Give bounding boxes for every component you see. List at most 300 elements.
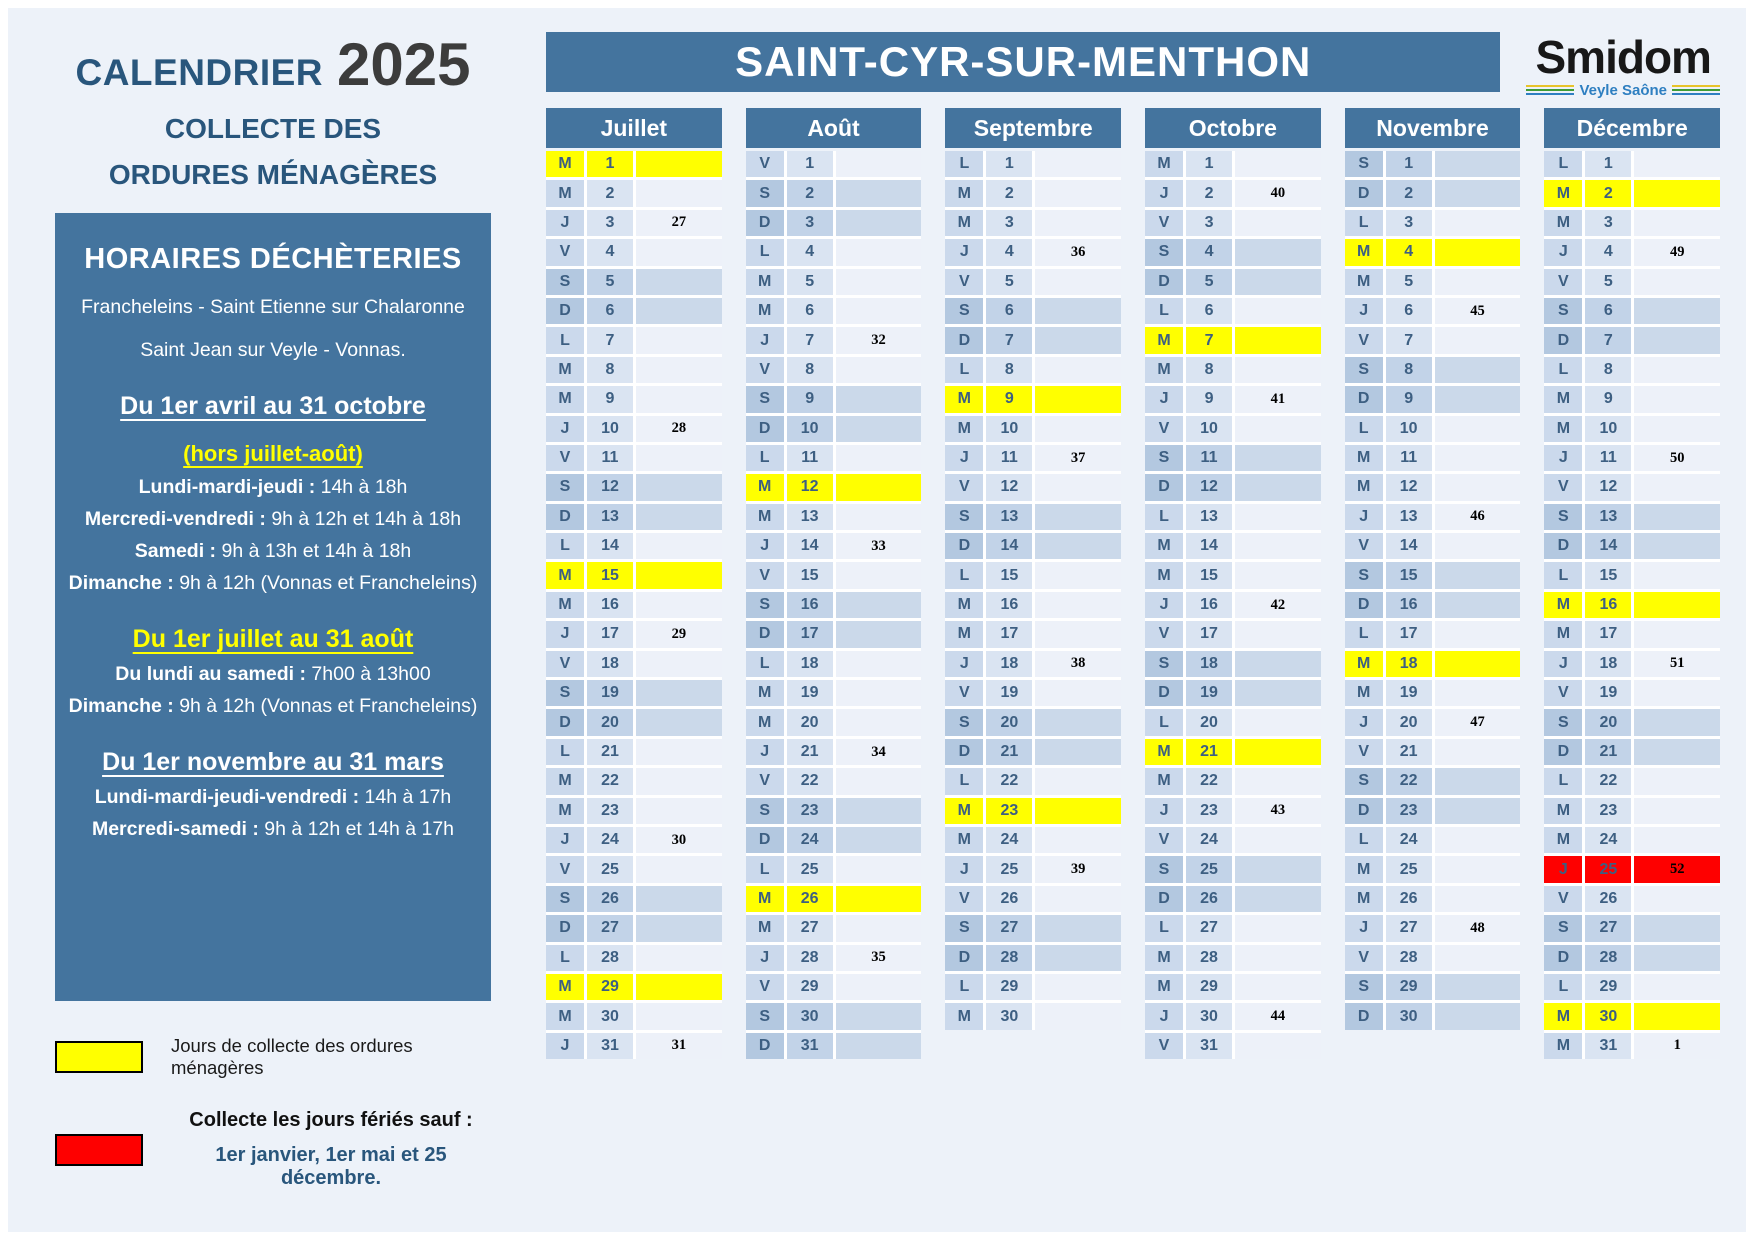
week-cell (1634, 180, 1720, 206)
day-letter: V (546, 239, 584, 265)
day-letter: M (945, 210, 983, 236)
day-number: 16 (787, 592, 833, 618)
day-number: 17 (1585, 621, 1631, 647)
day-number: 18 (1186, 651, 1232, 677)
month-title: Octobre (1145, 108, 1321, 148)
day-number: 29 (787, 974, 833, 1000)
day-letter: V (1345, 739, 1383, 765)
day-number: 19 (1585, 680, 1631, 706)
week-number: 35 (836, 945, 922, 971)
week-cell (836, 1003, 922, 1029)
legend-red-text (171, 1109, 491, 1190)
week-cell (1634, 827, 1720, 853)
day-letter: D (1145, 269, 1183, 295)
day-letter: M (746, 886, 784, 912)
day-letter: S (945, 504, 983, 530)
horaires-line-value: 9h à 12h et 14h à 18h (271, 508, 462, 530)
month-title: Juillet (546, 108, 722, 148)
week-cell (1435, 357, 1521, 383)
day-letter: M (1145, 533, 1183, 559)
day-number: 7 (587, 327, 633, 353)
week-cell (636, 239, 722, 265)
day-letter: V (1345, 327, 1383, 353)
week-cell (836, 592, 922, 618)
day-letter: V (1544, 269, 1582, 295)
week-cell (836, 651, 922, 677)
week-cell (1235, 621, 1321, 647)
smidom-tagline-text: Veyle Saône (1579, 82, 1667, 99)
week-number: 29 (636, 621, 722, 647)
week-cell (1235, 856, 1321, 882)
week-cell (1035, 621, 1121, 647)
day-number: 4 (787, 239, 833, 265)
week-cell (1235, 1033, 1321, 1059)
day-letter: M (945, 386, 983, 412)
week-cell (1035, 592, 1121, 618)
week-cell (1435, 592, 1521, 618)
week-cell (636, 298, 722, 324)
day-letter: L (1145, 504, 1183, 530)
month-title: Août (746, 108, 922, 148)
day-letter: S (1345, 151, 1383, 177)
week-cell (1634, 327, 1720, 353)
day-letter: J (1145, 180, 1183, 206)
week-cell (1035, 474, 1121, 500)
day-number: 30 (587, 1003, 633, 1029)
day-letter: D (1345, 798, 1383, 824)
week-cell (1235, 474, 1321, 500)
horaires-section (65, 748, 481, 841)
day-letter: M (1345, 886, 1383, 912)
day-letter: L (1544, 768, 1582, 794)
week-cell (836, 386, 922, 412)
day-letter: J (746, 739, 784, 765)
week-cell (1235, 269, 1321, 295)
day-letter: S (1544, 504, 1582, 530)
day-letter: L (1145, 298, 1183, 324)
months-container (546, 108, 1720, 1232)
day-letter: M (746, 298, 784, 324)
day-letter: S (1145, 239, 1183, 265)
day-number: 9 (1585, 386, 1631, 412)
day-number: 31 (587, 1033, 633, 1059)
day-number: 5 (1585, 269, 1631, 295)
day-letter: V (546, 651, 584, 677)
week-cell (636, 798, 722, 824)
subtitle-line-2: ORDURES MÉNAGÈRES (108, 159, 438, 190)
week-number: 39 (1035, 856, 1121, 882)
day-letter: M (546, 974, 584, 1000)
day-number: 25 (787, 856, 833, 882)
week-cell (636, 151, 722, 177)
week-cell (836, 210, 922, 236)
day-number: 21 (1386, 739, 1432, 765)
day-number: 30 (1386, 1003, 1432, 1029)
day-number: 18 (587, 651, 633, 677)
day-number: 6 (1386, 298, 1432, 324)
day-number: 21 (986, 739, 1032, 765)
day-number: 16 (1386, 592, 1432, 618)
day-number: 7 (787, 327, 833, 353)
day-letter: S (546, 269, 584, 295)
day-letter: M (746, 269, 784, 295)
week-cell (1435, 945, 1521, 971)
week-cell (1634, 474, 1720, 500)
week-cell (636, 709, 722, 735)
day-number: 11 (1386, 445, 1432, 471)
day-letter: V (1145, 416, 1183, 442)
week-cell (1435, 180, 1521, 206)
week-number: 44 (1235, 1003, 1321, 1029)
day-letter: L (945, 974, 983, 1000)
day-letter: L (746, 856, 784, 882)
week-cell (1435, 386, 1521, 412)
week-cell (836, 180, 922, 206)
week-cell (836, 915, 922, 941)
day-letter: D (945, 739, 983, 765)
day-number: 10 (1186, 416, 1232, 442)
week-number: 27 (636, 210, 722, 236)
week-cell (1435, 327, 1521, 353)
week-cell (1035, 533, 1121, 559)
day-letter: M (1544, 180, 1582, 206)
day-letter: V (1544, 886, 1582, 912)
day-number: 27 (1386, 915, 1432, 941)
week-number: 47 (1435, 709, 1521, 735)
day-letter: V (1145, 210, 1183, 236)
horaires-heading: HORAIRES DÉCHÈTERIES (84, 243, 462, 275)
day-number: 16 (986, 592, 1032, 618)
day-number: 31 (787, 1033, 833, 1059)
day-letter: M (746, 474, 784, 500)
week-cell (836, 798, 922, 824)
day-number: 17 (1386, 621, 1432, 647)
day-letter: J (546, 621, 584, 647)
day-letter: V (945, 474, 983, 500)
day-number: 23 (1585, 798, 1631, 824)
week-cell (1435, 239, 1521, 265)
day-number: 28 (1386, 945, 1432, 971)
horaires-line-value: 9h à 12h (Vonnas et Francheleins) (179, 572, 478, 594)
week-cell (1435, 269, 1521, 295)
horaires-line-label: Lundi-mardi-jeudi : (138, 476, 321, 498)
day-letter: M (1544, 1003, 1582, 1029)
day-number: 22 (1186, 768, 1232, 794)
day-letter: M (1345, 269, 1383, 295)
day-number: 25 (1585, 856, 1631, 882)
day-number: 11 (986, 445, 1032, 471)
day-letter: J (546, 1033, 584, 1059)
day-number: 31 (1585, 1033, 1631, 1059)
day-letter: M (1145, 974, 1183, 1000)
week-cell (636, 533, 722, 559)
logo-stripes-left-icon (1526, 85, 1574, 96)
day-number: 3 (787, 210, 833, 236)
week-cell (1035, 768, 1121, 794)
day-number: 21 (587, 739, 633, 765)
week-cell (1235, 651, 1321, 677)
day-number: 11 (1186, 445, 1232, 471)
day-letter: M (1145, 151, 1183, 177)
week-cell (1634, 504, 1720, 530)
day-letter: S (746, 798, 784, 824)
horaires-line-label: Dimanche : (68, 572, 180, 594)
week-cell (1035, 709, 1121, 735)
horaires-line-label: Mercredi-vendredi : (84, 508, 272, 530)
day-number: 24 (587, 827, 633, 853)
day-letter: V (746, 974, 784, 1000)
horaires-line (65, 818, 481, 841)
day-number: 8 (986, 357, 1032, 383)
day-number: 2 (1186, 180, 1232, 206)
week-cell (1235, 974, 1321, 1000)
horaires-line (65, 786, 481, 809)
day-number: 9 (587, 386, 633, 412)
week-cell (1634, 416, 1720, 442)
day-number: 21 (1585, 739, 1631, 765)
day-letter: S (1544, 709, 1582, 735)
week-number: 43 (1235, 798, 1321, 824)
week-number: 40 (1235, 180, 1321, 206)
day-number: 11 (1585, 445, 1631, 471)
week-cell (1235, 357, 1321, 383)
month-decembre (1544, 108, 1720, 1232)
day-letter: L (1544, 151, 1582, 177)
day-letter: D (1345, 386, 1383, 412)
week-cell (1235, 210, 1321, 236)
day-letter: M (546, 592, 584, 618)
day-number: 23 (1386, 798, 1432, 824)
week-cell (1035, 269, 1121, 295)
week-cell (1634, 592, 1720, 618)
day-number: 17 (1186, 621, 1232, 647)
week-cell (836, 151, 922, 177)
day-number: 13 (787, 504, 833, 530)
day-number: 14 (1585, 533, 1631, 559)
day-letter: M (546, 357, 584, 383)
week-cell (1035, 180, 1121, 206)
day-number: 14 (1186, 533, 1232, 559)
month-title: Novembre (1345, 108, 1521, 148)
week-number: 46 (1435, 504, 1521, 530)
day-number: 19 (986, 680, 1032, 706)
smidom-logo-name: Smidom (1535, 31, 1711, 83)
day-letter: V (945, 269, 983, 295)
week-cell (636, 915, 722, 941)
day-number: 21 (1186, 739, 1232, 765)
week-cell (1634, 709, 1720, 735)
day-number: 13 (1585, 504, 1631, 530)
day-letter: J (1345, 709, 1383, 735)
day-number: 2 (1386, 180, 1432, 206)
day-letter: M (546, 768, 584, 794)
day-letter: J (1544, 239, 1582, 265)
month-title: Septembre (945, 108, 1121, 148)
day-number: 23 (1186, 798, 1232, 824)
day-letter: M (746, 504, 784, 530)
week-number: 36 (1035, 239, 1121, 265)
day-letter: S (746, 386, 784, 412)
week-cell (1634, 210, 1720, 236)
day-number: 25 (986, 856, 1032, 882)
week-cell (836, 562, 922, 588)
day-number: 1 (1386, 151, 1432, 177)
day-letter: V (746, 562, 784, 588)
day-number: 21 (787, 739, 833, 765)
day-letter: M (1145, 327, 1183, 353)
day-number: 27 (1186, 915, 1232, 941)
day-letter: S (945, 709, 983, 735)
day-number: 7 (1585, 327, 1631, 353)
day-number: 28 (587, 945, 633, 971)
day-number: 3 (587, 210, 633, 236)
day-letter: S (546, 886, 584, 912)
day-number: 30 (986, 1003, 1032, 1029)
day-letter: S (1145, 856, 1183, 882)
day-number: 16 (1585, 592, 1631, 618)
week-cell (636, 357, 722, 383)
month-grid (1145, 151, 1321, 1059)
week-cell (836, 445, 922, 471)
week-number: 49 (1634, 239, 1720, 265)
day-number: 14 (787, 533, 833, 559)
day-letter: D (1544, 945, 1582, 971)
day-letter: M (945, 827, 983, 853)
day-letter: M (1345, 680, 1383, 706)
week-number: 50 (1634, 445, 1720, 471)
horaires-line-label: Lundi-mardi-jeudi-vendredi : (94, 786, 365, 808)
title-block (8, 30, 538, 191)
day-letter: M (945, 1003, 983, 1029)
week-cell (1235, 886, 1321, 912)
day-number: 14 (986, 533, 1032, 559)
week-cell (636, 180, 722, 206)
month-grid (1544, 151, 1720, 1059)
week-cell (1235, 768, 1321, 794)
day-letter: L (746, 651, 784, 677)
week-cell (636, 856, 722, 882)
day-number: 14 (1386, 533, 1432, 559)
day-letter: L (746, 239, 784, 265)
week-cell (1035, 562, 1121, 588)
week-number: 1 (1634, 1033, 1720, 1059)
week-cell (1235, 151, 1321, 177)
day-number: 15 (1186, 562, 1232, 588)
month-title: Décembre (1544, 108, 1720, 148)
week-cell (1634, 945, 1720, 971)
day-number: 5 (1386, 269, 1432, 295)
day-number: 10 (587, 416, 633, 442)
week-cell (836, 357, 922, 383)
day-number: 5 (587, 269, 633, 295)
week-cell (1235, 239, 1321, 265)
day-number: 25 (1186, 856, 1232, 882)
day-letter: S (1544, 298, 1582, 324)
day-letter: S (546, 474, 584, 500)
day-number: 25 (587, 856, 633, 882)
day-letter: D (746, 416, 784, 442)
day-number: 10 (1585, 416, 1631, 442)
day-number: 24 (1585, 827, 1631, 853)
week-cell (1435, 886, 1521, 912)
week-cell (1035, 504, 1121, 530)
week-cell (836, 768, 922, 794)
day-number: 27 (986, 915, 1032, 941)
day-number: 11 (587, 445, 633, 471)
day-letter: D (546, 298, 584, 324)
week-cell (1435, 856, 1521, 882)
day-number: 22 (787, 768, 833, 794)
horaires-location-2: Saint Jean sur Veyle - Vonnas. (140, 339, 406, 361)
day-number: 20 (1585, 709, 1631, 735)
week-cell (1235, 504, 1321, 530)
day-number: 15 (986, 562, 1032, 588)
week-cell (1634, 298, 1720, 324)
calendar-panel (538, 8, 1746, 1232)
day-number: 27 (1585, 915, 1631, 941)
day-letter: V (1544, 474, 1582, 500)
day-number: 20 (1186, 709, 1232, 735)
week-cell (1035, 1003, 1121, 1029)
day-letter: D (546, 504, 584, 530)
horaires-line-value: 7h00 à 13h00 (311, 663, 431, 685)
day-number: 10 (986, 416, 1032, 442)
day-number: 8 (1386, 357, 1432, 383)
day-letter: L (1345, 210, 1383, 236)
day-letter: J (1345, 504, 1383, 530)
week-cell (1235, 445, 1321, 471)
week-cell (1035, 210, 1121, 236)
day-letter: V (1145, 621, 1183, 647)
day-letter: M (546, 1003, 584, 1029)
day-letter: L (1345, 827, 1383, 853)
day-letter: M (746, 709, 784, 735)
day-letter: J (746, 533, 784, 559)
week-cell (636, 269, 722, 295)
week-cell (836, 474, 922, 500)
day-letter: V (746, 768, 784, 794)
week-cell (1435, 739, 1521, 765)
horaires-location-1: Francheleins - Saint Etienne sur Chalaronne (81, 296, 465, 318)
day-number: 9 (1386, 386, 1432, 412)
day-letter: L (1345, 416, 1383, 442)
day-letter: L (1544, 562, 1582, 588)
week-cell (836, 269, 922, 295)
day-number: 29 (1186, 974, 1232, 1000)
day-letter: S (1345, 974, 1383, 1000)
day-letter: M (1544, 798, 1582, 824)
week-number: 48 (1435, 915, 1521, 941)
day-letter: S (945, 915, 983, 941)
day-number: 29 (1386, 974, 1432, 1000)
week-cell (836, 298, 922, 324)
day-letter: V (1145, 1033, 1183, 1059)
week-number: 51 (1634, 651, 1720, 677)
week-cell (636, 592, 722, 618)
horaires-line-label: Samedi : (134, 540, 222, 562)
month-grid (746, 151, 922, 1059)
day-number: 18 (1585, 651, 1631, 677)
week-cell (836, 1033, 922, 1059)
week-cell (1634, 1003, 1720, 1029)
day-number: 28 (986, 945, 1032, 971)
day-number: 10 (787, 416, 833, 442)
day-number: 6 (787, 298, 833, 324)
day-number: 1 (1585, 151, 1631, 177)
day-letter: M (1345, 239, 1383, 265)
week-cell (1235, 945, 1321, 971)
day-number: 3 (1386, 210, 1432, 236)
